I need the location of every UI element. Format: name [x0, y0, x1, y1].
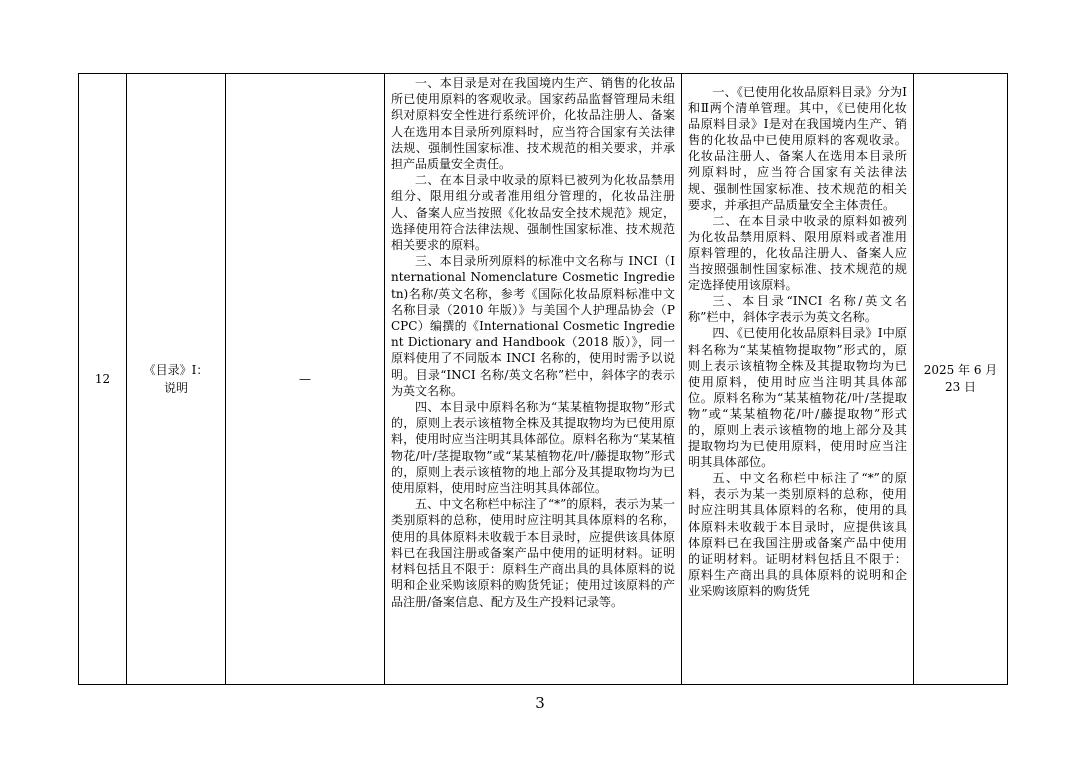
modified-content-cell	[682, 74, 914, 685]
modified-paragraph-1: 一、《已使用化妆品原料目录》分为Ⅰ和Ⅱ两个清单管理。其中，《已使用化妆品原料目录》Ⅰ是对在我国境内生产、销售的化妆品中已使用原料的客观收录。化妆品注册人、备案人在选用本目录所列原料时，应当符合国家有关法律法规、强制性国家标准、技术规范的相关要求，并承担产品质量安全主体责任。	[688, 85, 907, 212]
item-name-line1: 《目录》I：	[143, 363, 209, 377]
item-name-line2: 说明	[163, 381, 188, 395]
new-paragraph-5: 五、中文名称栏中标注了“*”的原料，表示为某一类别原料的总称，使用时应注明其具体原料的名称，使用的具体原料未收载于本目录时，应提供该具体原料已在我国注册或备案产品中使用的证明材料。证明材料包括且不限于：原料生产商出具的具体原料的说明和企业采购该原料的购货凭证；使用过该原料的产品注册/备案信息、配方及生产投料记录等。	[391, 497, 675, 609]
effective-date-cell	[914, 74, 1008, 685]
new-paragraph-4: 四、本目录中原料名称为“某某植物提取物”形式的，原则上表示该植物全株及其提取物均为已使用原料，使用时应当注明其具体部位。原料名称为“某某植物花/叶/茎提取物”或“某某植物花/叶/藤提取物”形式的，原则上表示该植物的地上部分及其提取物均为已使用原料，使用时应当注明其具体部位。	[391, 400, 675, 496]
item-name-cell	[127, 74, 226, 685]
revision-table	[78, 73, 1008, 685]
modified-paragraph-4: 四、《已使用化妆品原料目录》Ⅰ中原料名称为“某某植物提取物”形式的，原则上表示该植物全株及其提取物均为已使用原料，使用时应当注明其具体部位。原料名称为“某某植物花/叶/茎提取物”或“某某植物花/叶/藤提取物”形式的，原则上表示该植物的地上部分及其提取物均为已使用原料，使用时应当注明其具体部位。	[688, 326, 907, 470]
new-content-cell	[385, 74, 682, 685]
original-content-cell: —	[226, 74, 385, 685]
modified-paragraph-3: 三、本目录“INCI 名称/英文名称”栏中，斜体字表示为英文名称。	[688, 294, 907, 325]
row-number: 12	[79, 74, 127, 685]
new-paragraph-1: 一、本目录是对在我国境内生产、销售的化妆品所已使用原料的客观收录。国家药品监督管理局未组织对原料安全性进行系统评价，化妆品注册人、备案人在选用本目录所列原料时，应当符合国家有关法律法规、强制性国家标准、技术规范的相关要求，并承担产品质量安全责任。	[391, 76, 675, 172]
new-paragraph-2: 二、在本目录中收录的原料已被列为化妆品禁用组分、限用组分或者准用组分管理的，化妆品注册人、备案人应当按照《化妆品安全技术规范》规定，选择使用符合法律法规、强制性国家标准、技术规范相关要求的原料。	[391, 173, 675, 253]
date-line2: 23 日	[944, 380, 977, 394]
modified-paragraph-5: 五、中文名称栏中标注了“*”的原料，表示为某一类别原料的总称，使用时应注明其具体原料的名称，使用的具体原料未收载于本目录时，应提供该具体原料已在我国注册或备案产品中使用的证明材料。证明材料包括且不限于：原料生产商出具的具体原料的说明和企业采购该原料的购货凭	[688, 471, 907, 598]
modified-paragraph-2: 二、在本目录中收录的原料如被列为化妆品禁用原料、限用原料或者准用原料管理的，化妆品注册人、备案人应当按照强制性国家标准、技术规范的规定选择使用该原料。	[688, 213, 907, 293]
new-paragraph-3: 三、本目录所列原料的标准中文名称与 INCI（International Nomenclature Cosmetic Ingredietn)名称/英文名称，参考《国际化妆品原料标准中文名称目录（2010 年版）》与美国个人护理品协会（PCPC）编撰的《International Cosmetic Ingredient Dictionary and Handbook（2018 版）》，同一原料使用了不同版本 INCI 名称的，使用时需予以说明。目录“INCI 名称/英文名称”栏中，斜体字的表示为英文名称。	[391, 254, 675, 398]
date-line1: 2025 年 6 月	[923, 363, 998, 377]
page-number: 3	[535, 694, 545, 712]
table-row	[79, 74, 1008, 685]
